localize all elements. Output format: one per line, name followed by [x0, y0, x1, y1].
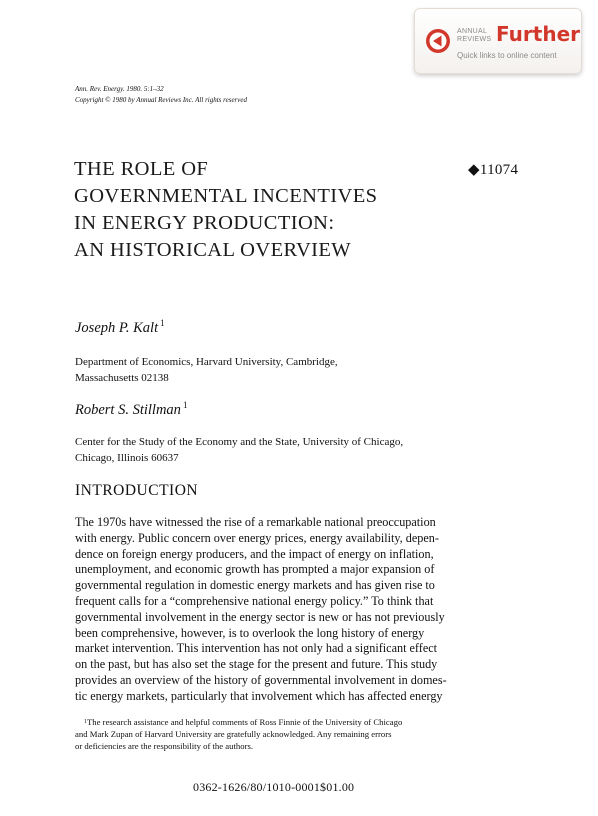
further-banner[interactable] — [414, 8, 582, 74]
author-footnote-mark: 1 — [160, 318, 165, 328]
citation-line-1: Ann. Rev. Energy. 1980. 5:1–32 — [75, 85, 164, 93]
title-line: AN HISTORICAL OVERVIEW — [74, 239, 352, 261]
journal-citation — [75, 84, 247, 106]
author-name-text: Joseph P. Kalt — [75, 320, 159, 336]
affiliation-line: Center for the Study of the Economy and the State, University of Chicago, — [75, 436, 404, 448]
body-line: unemployment, and economic growth has prompted a major expansion of — [75, 562, 435, 577]
author-name — [75, 402, 187, 419]
affiliation-line: Massachusetts 02138 — [75, 372, 169, 384]
footnote-line: or deficiencies are the responsibility of the authors. — [75, 741, 254, 751]
body-line: governmental regulation in domestic energy markets and has given rise to — [75, 578, 435, 593]
affiliation-line: Chicago, Illinois 60637 — [75, 452, 179, 464]
issn-code: 0362-1626/80/1010-0001$01.00 — [193, 780, 355, 794]
section-heading: INTRODUCTION — [75, 482, 199, 499]
footnote-line-text: The research assistance and helpful comments of Ross Finnie of the University of Chicago — [87, 717, 403, 727]
footnote-mark: 1 — [84, 719, 87, 725]
body-line: been comprehensive, however, is to overlook the long history of energy — [75, 625, 425, 640]
body-line: dence on foreign energy producers, and the impact of energy on inflation, — [75, 546, 434, 561]
body-line: on the past, but has also set the stage for the present and future. This study — [75, 657, 438, 672]
title-line: THE ROLE OF — [74, 158, 209, 180]
footnote-line: and Mark Zupan of Harvard University are gratefully acknowledged. Any remaining errors — [75, 729, 392, 739]
quick-links-tagline: Quick links to online content — [457, 51, 557, 60]
title-line: IN ENERGY PRODUCTION: — [74, 212, 335, 234]
title-line: GOVERNMENTAL INCENTIVES — [74, 185, 378, 207]
article-title — [74, 156, 377, 264]
body-line: frequent calls for a “comprehensive national energy policy.” To think that — [75, 593, 434, 608]
body-line: provides an overview of the history of governmental involvement in domes- — [75, 672, 447, 687]
further-wordmark: Further — [496, 22, 580, 46]
citation-line-2: Copyright © 1980 by Annual Reviews Inc. All rights reserved — [75, 96, 247, 104]
annual-reviews-logo-icon — [425, 28, 451, 54]
brand-line-reviews: REVIEWS — [457, 36, 492, 43]
author-name-text: Robert S. Stillman — [75, 402, 181, 418]
footnote-line — [75, 716, 402, 728]
author-affiliation — [75, 434, 403, 466]
author-name — [75, 320, 165, 337]
annual-reviews-wordmark — [457, 28, 491, 44]
document-number: ◆11074 — [468, 162, 519, 178]
footnote — [75, 716, 402, 752]
body-line: The 1970s have witnessed the rise of a remarkable national preoccupation — [75, 515, 436, 529]
body-paragraph — [75, 515, 490, 705]
body-line: market intervention. This intervention has not only had a significant effect — [75, 641, 438, 656]
author-affiliation — [75, 354, 338, 386]
body-line: governmental involvement in the energy sector is new or has not previously — [75, 609, 445, 624]
author-footnote-mark: 1 — [182, 400, 188, 410]
brand-line-annual: ANNUAL — [457, 28, 488, 35]
affiliation-line: Department of Economics, Harvard University, Cambridge, — [75, 356, 338, 368]
body-line: tic energy markets, particularly that involvement which has affected energy — [75, 688, 443, 703]
body-line: with energy. Public concern over energy prices, energy availability, depen- — [75, 530, 439, 545]
